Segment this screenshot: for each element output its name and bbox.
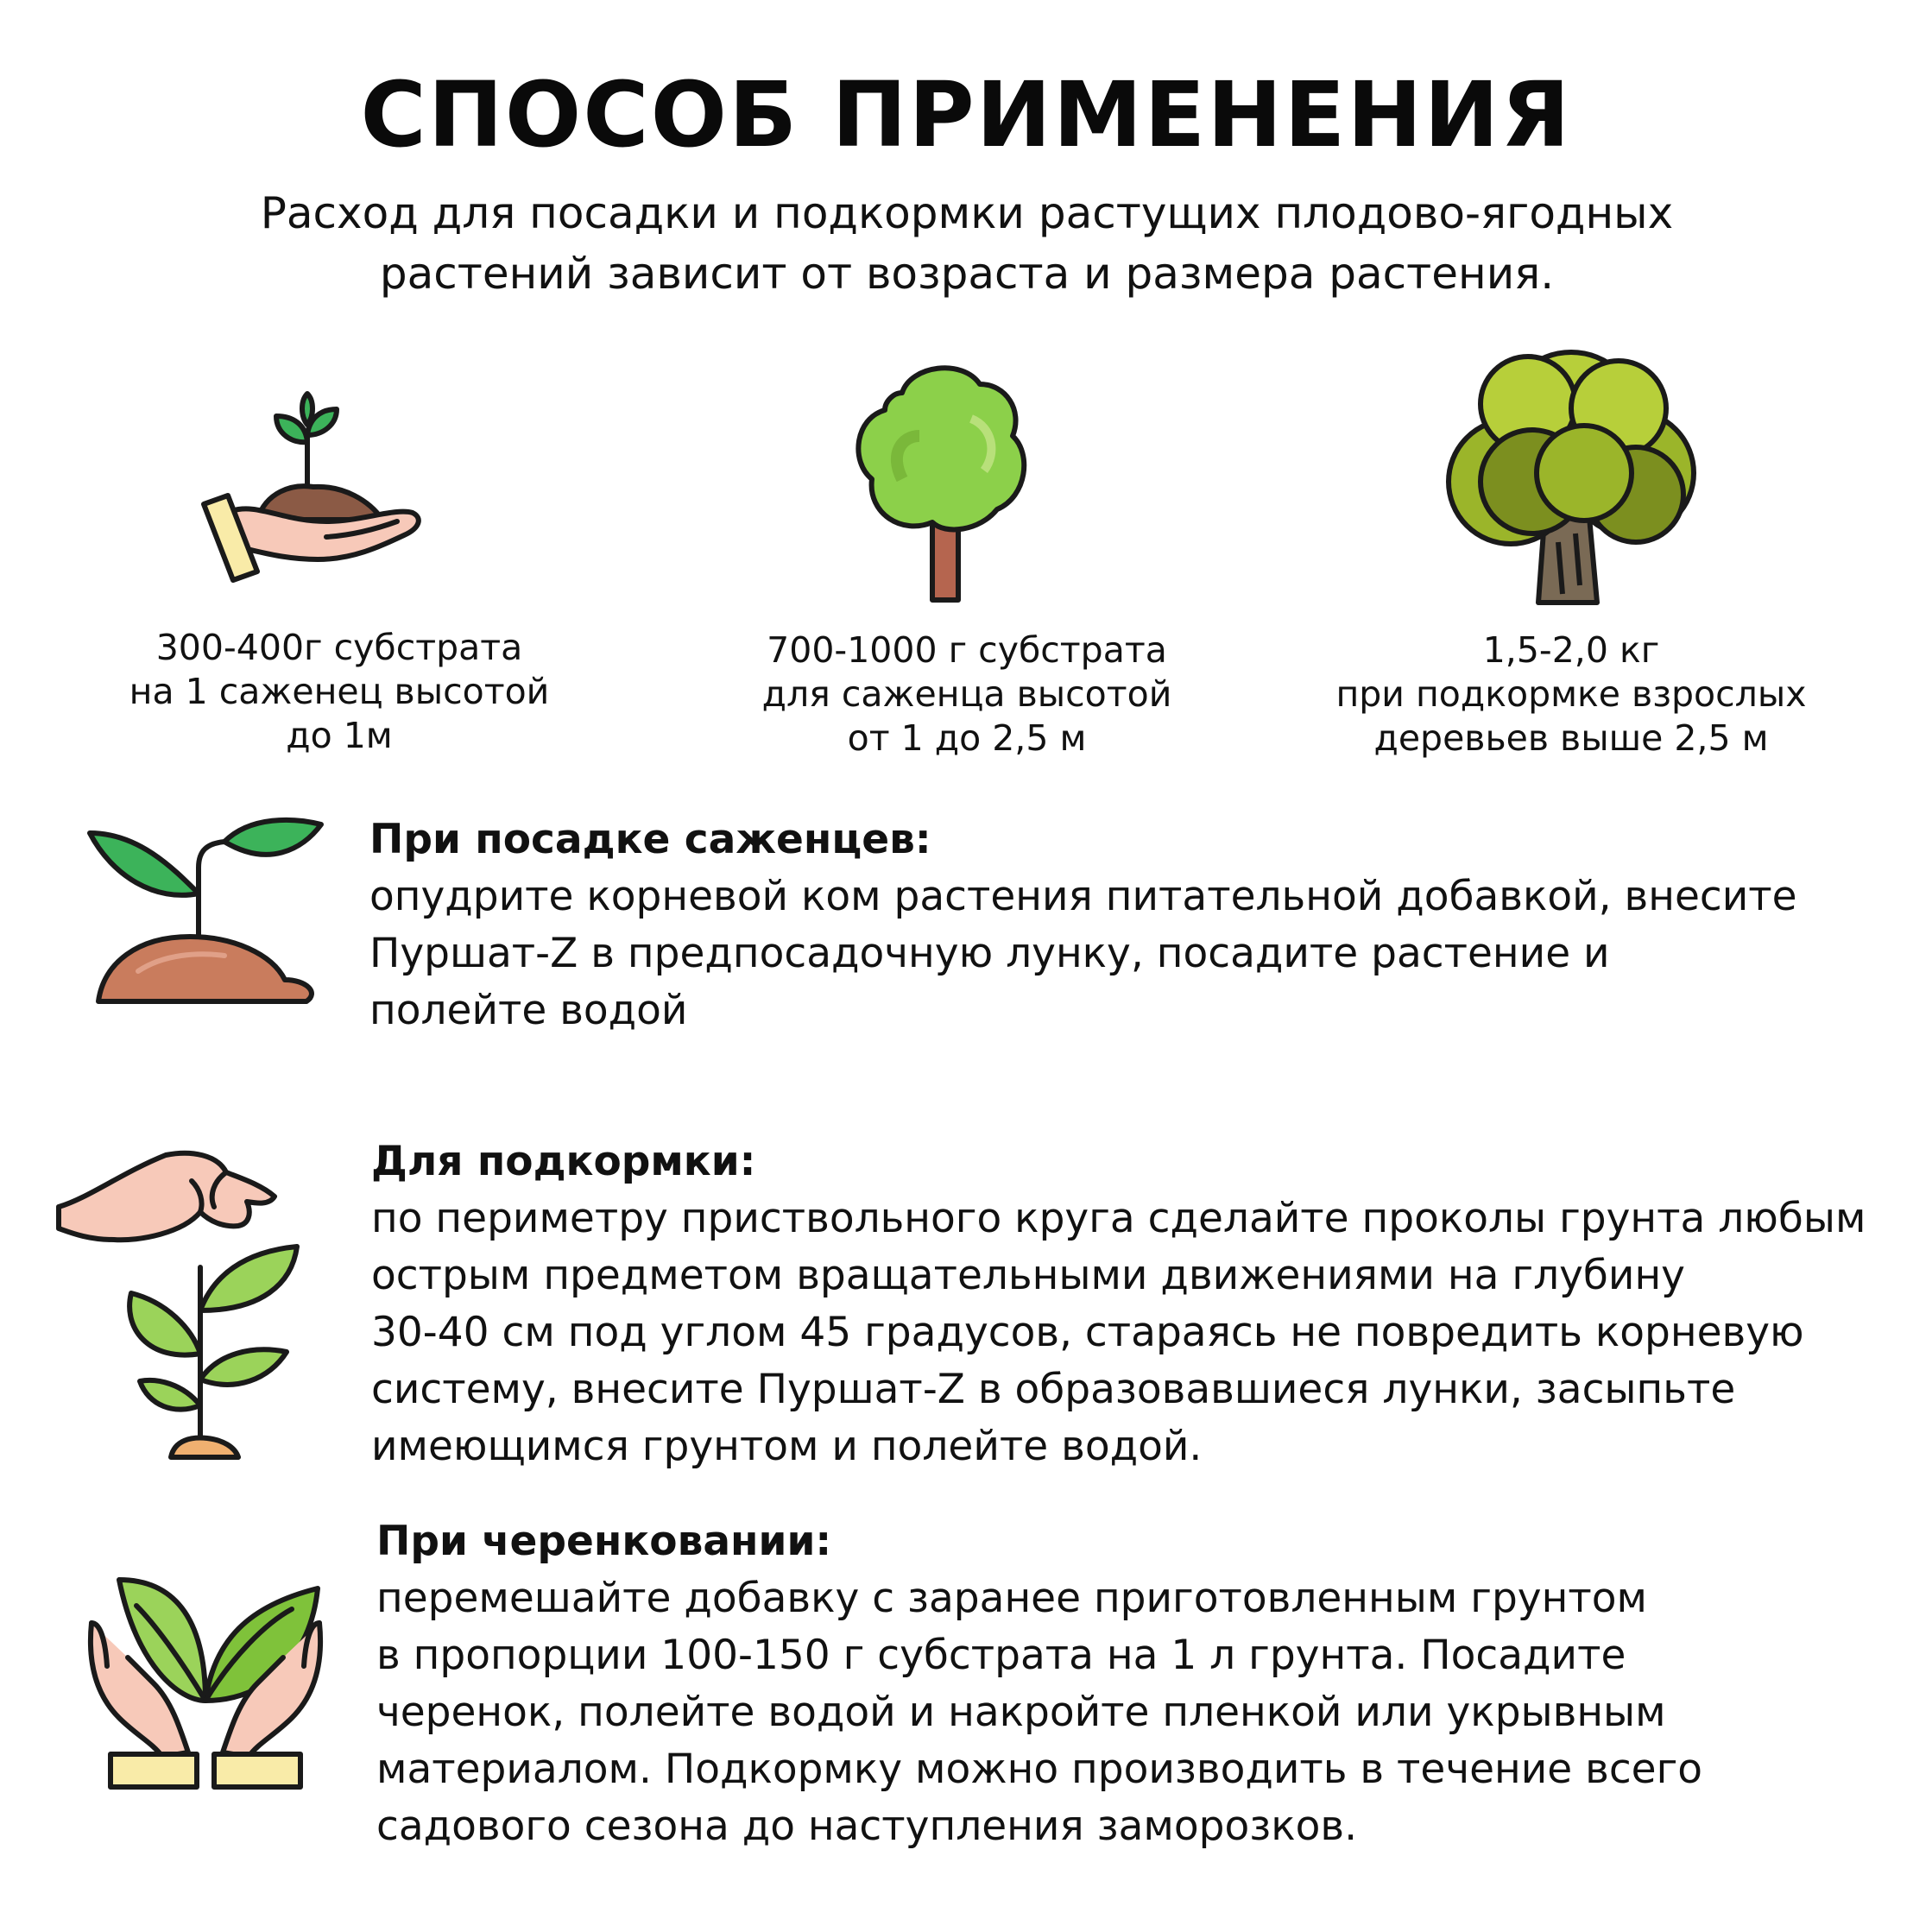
section-line: систему, внесите Пуршат-Z в образовавшиеся лунки, засыпьте [371,1366,1736,1413]
section-line: опудрите корневой ком растения питательной добавкой, внесите [369,873,1797,920]
subtitle-line: Расход для посадки и подкормки растущих плодово-ягодных [260,188,1674,238]
dose-line: от 1 до 2,5 м [847,717,1087,759]
section-heading: При посадке саженцев: [369,816,931,863]
dose-line: для саженца высотой [761,673,1172,715]
dose-line: 1,5-2,0 кг [1482,629,1660,671]
dose-caption [102,626,577,758]
section-line: перемешайте добавку с заранее приготовленным грунтом [376,1575,1647,1622]
dose-line: на 1 саженец высотой [129,671,550,712]
hand-feeding-plant-icon [54,1138,313,1466]
section-heading: При черенковании: [376,1518,832,1565]
hands-with-leaves-icon [85,1571,326,1796]
sprout-in-hand-icon [197,390,430,589]
dose-caption [1304,628,1839,761]
section-line: имеющимся грунтом и полейте водой. [371,1423,1203,1470]
page-subtitle [173,183,1761,304]
young-tree-icon [850,358,1040,609]
section-line: садового сезона до наступления заморозков. [376,1803,1358,1850]
dose-line: при подкормке взрослых [1335,673,1807,715]
dose-line: до 1м [286,715,393,756]
section-line: полейте водой [369,987,688,1034]
section-line: 30-40 см под углом 45 градусов, стараясь не повредить корневую [371,1309,1804,1356]
mature-tree-icon [1433,344,1701,611]
dose-line: 700-1000 г субстрата [767,629,1167,671]
page-title: СПОСОБ ПРИМЕНЕНИЯ [360,62,1572,167]
section-heading: Для подкормки: [371,1138,756,1185]
dose-caption [742,628,1191,761]
seedling-in-soil-icon [86,807,328,1014]
section-planting [369,811,1906,1039]
section-cuttings [376,1513,1896,1855]
dose-line: 300-400г субстрата [155,627,523,668]
section-line: в пропорции 100-150 г субстрата на 1 л грунта. Посадите [376,1632,1626,1679]
section-feeding [371,1133,1916,1475]
subtitle-line: растений зависит от возраста и размера растения. [379,249,1555,299]
dose-line: деревьев выше 2,5 м [1373,717,1769,759]
section-line: черенок, полейте водой и накройте пленкой или укрывным [376,1689,1666,1736]
section-line: Пуршат-Z в предпосадочную лунку, посадите растение и [369,930,1610,977]
section-line: острым предметом вращательными движениями на глубину [371,1252,1685,1299]
section-line: материалом. Подкормку можно производить в течение всего [376,1746,1703,1793]
section-line: по периметру приствольного круга сделайте проколы грунта любым [371,1195,1866,1242]
